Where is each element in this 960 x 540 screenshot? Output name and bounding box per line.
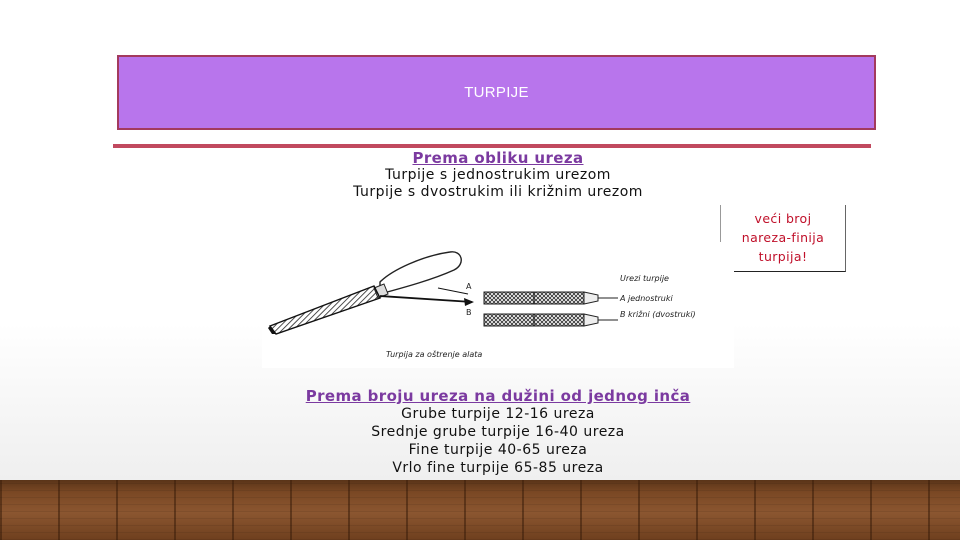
- callout-line-2: nareza-finija: [741, 230, 825, 245]
- wood-floor-background: [0, 480, 960, 540]
- title-underline: [113, 144, 871, 148]
- figure-legend-title: Urezi turpije: [620, 274, 669, 283]
- callout-line-3: turpija!: [758, 249, 808, 264]
- count-item-medium: Srednje grube turpije 16-40 ureza: [371, 424, 625, 440]
- figure-label-b: B: [466, 308, 472, 317]
- file-illustration: [262, 242, 734, 368]
- count-heading: Prema broju ureza na dužini od jednog inča: [305, 387, 691, 405]
- callout-box: [720, 205, 846, 272]
- shape-heading: Prema obliku ureza: [412, 149, 584, 167]
- figure-label-a: A: [466, 282, 472, 291]
- shape-item-single: Turpije s jednostrukim urezom: [385, 167, 611, 183]
- slide-title: TURPIJE: [464, 84, 529, 101]
- figure-legend-b: B križni (dvostruki): [620, 310, 696, 319]
- figure-caption: Turpija za oštrenje alata: [386, 350, 483, 359]
- shape-section: [325, 150, 671, 201]
- count-item-coarse: Grube turpije 12-16 ureza: [401, 406, 595, 422]
- title-box: [117, 55, 876, 130]
- file-drawing: [262, 242, 734, 368]
- count-section: [279, 388, 717, 477]
- shape-item-double: Turpije s dvostrukim ili križnim urezom: [353, 184, 643, 200]
- count-item-fine: Fine turpije 40-65 ureza: [408, 442, 588, 458]
- count-item-very-fine: Vrlo fine turpije 65-85 ureza: [392, 460, 604, 476]
- callout-line-1: veći broj: [754, 211, 812, 226]
- figure-legend-a: A jednostruki: [620, 294, 673, 303]
